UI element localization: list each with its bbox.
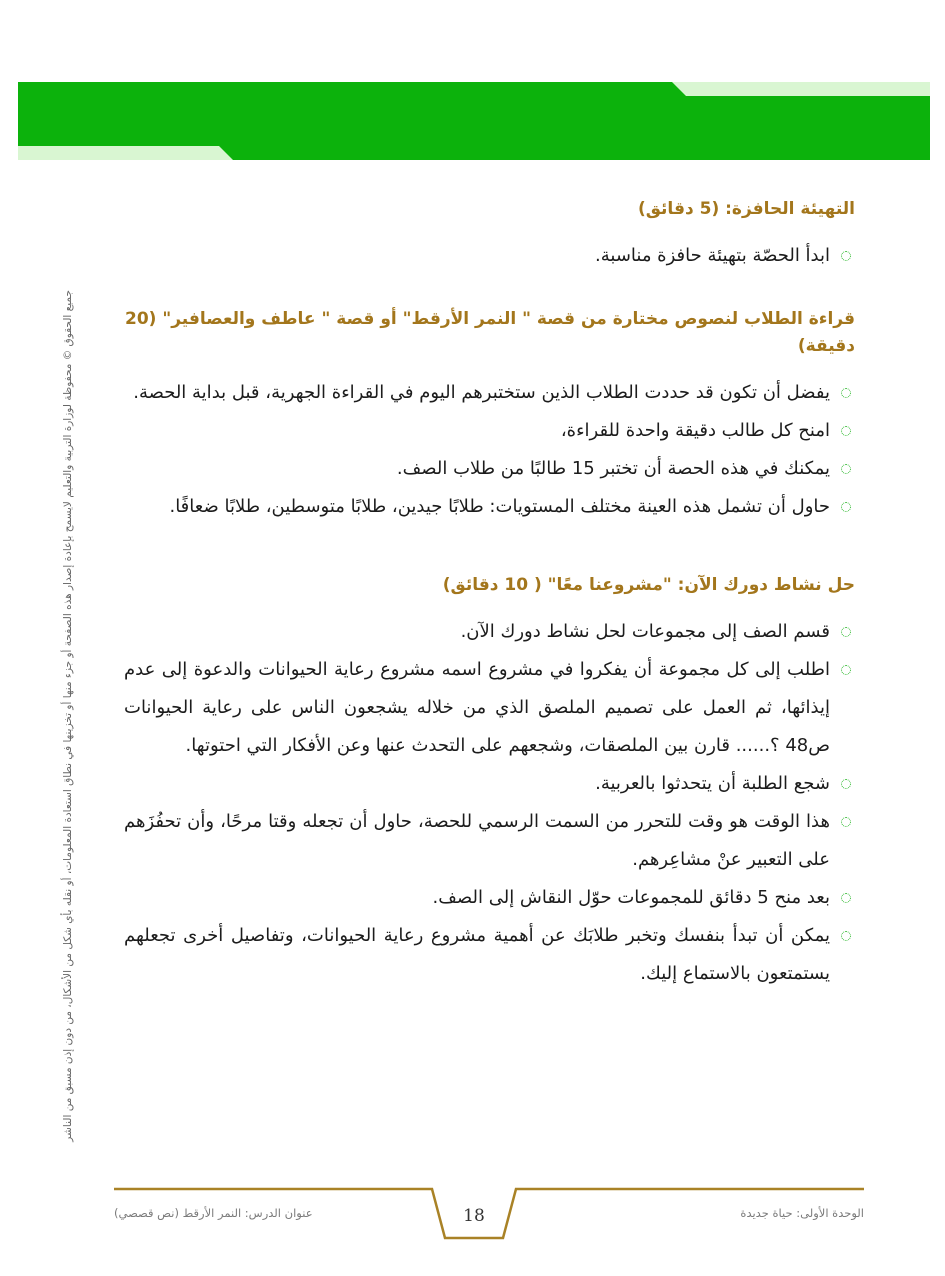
section-reading: [124, 306, 855, 526]
bullet-item: [124, 450, 855, 488]
bullet-circle-icon: [841, 817, 851, 827]
bullet-circle-icon: [841, 665, 851, 675]
bullet-list: [124, 613, 855, 993]
footer-unit-title: الوحدة الأولى: حياة جديدة: [740, 1206, 864, 1220]
bullet-text: هذا الوقت هو وقت للتحرر من السمت الرسمي للحصة، حاول أن تجعله وقتا مرحًا، وأن تحفُزَهم على التعبير عنْ مشاعِرهم.: [124, 811, 830, 870]
bullet-item: [124, 412, 855, 450]
bullet-item: [124, 803, 855, 879]
bullet-item: [124, 613, 855, 651]
bullet-text: ابدأ الحصّة بتهيئة حافزة مناسبة.: [595, 245, 830, 266]
bullet-circle-icon: [841, 931, 851, 941]
section-activity-heading: حل نشاط دورك الآن: "مشروعنا معًا" ( 10 دقائق): [442, 575, 855, 595]
bullet-circle-icon: [841, 627, 851, 637]
bullet-item: [124, 879, 855, 917]
bullet-item: [124, 765, 855, 803]
bullet-text: قسم الصف إلى مجموعات لحل نشاط دورك الآن.: [460, 621, 830, 642]
bullet-circle-icon: [841, 502, 851, 512]
page-number: 18: [463, 1206, 485, 1226]
bullet-circle-icon: [841, 426, 851, 436]
bullet-circle-icon: [841, 779, 851, 789]
footer-lesson-title: عنوان الدرس: النمر الأرقط (نص قصصي): [114, 1206, 313, 1220]
bullet-text: شجع الطلبة أن يتحدثوا بالعربية.: [595, 773, 830, 794]
bullet-circle-icon: [841, 893, 851, 903]
bullet-item: [124, 488, 855, 526]
section-warmup-heading: التهيئة الحافزة: (5 دقائق): [637, 199, 855, 219]
bullet-text: اطلب إلى كل مجموعة أن يفكروا في مشروع اسمه مشروع رعاية الحيوانات والدعوة إلى عدم إيذائها، ثم العمل على تصميم الملصق الذي من خلاله يشجعون الناس على رعاية الحيوانات ص48 ؟...... قارن بين الملصقات، وشجعهم على التحدث عنها وعن الأفكار التي احتوتها.: [124, 659, 830, 756]
header-accent-bottom-left: [18, 146, 233, 160]
bullet-list: [124, 374, 855, 526]
bullet-text: يمكن أن تبدأ بنفسك وتخبر طلابَك عن أهمية مشروع رعاية الحيوانات، وتفاصيل أخرى تجعلهم يستمتعون بالاستماع إليك.: [124, 925, 830, 984]
bullet-circle-icon: [841, 464, 851, 474]
bullet-text: حاول أن تشمل هذه العينة مختلف المستويات: طلابًا جيدين، طلابًا متوسطين، طلابًا ضعافًا.: [169, 496, 830, 517]
section-warmup: [124, 196, 855, 275]
bullet-list: [124, 237, 855, 275]
bullet-text: يمكنك في هذه الحصة أن تختبر 15 طالبًا من طلاب الصف.: [396, 458, 830, 479]
section-activity: [124, 572, 855, 993]
header-accent-top-right: [672, 82, 930, 96]
bullet-text: يفضل أن تكون قد حددت الطلاب الذين ستختبرهم اليوم في القراءة الجهرية، قبل بداية الحصة.: [133, 382, 830, 403]
bullet-item: [124, 374, 855, 412]
header-band: [18, 82, 930, 160]
bullet-text: امنح كل طالب دقيقة واحدة للقراءة،: [560, 420, 830, 441]
bullet-circle-icon: [841, 388, 851, 398]
bullet-text: بعد منح 5 دقائق للمجموعات حوّل النقاش إلى الصف.: [432, 887, 830, 908]
bullet-item: [124, 237, 855, 275]
bullet-circle-icon: [841, 251, 851, 261]
bullet-item: [124, 651, 855, 765]
bullet-item: [124, 917, 855, 993]
section-reading-heading: قراءة الطلاب لنصوص مختارة من قصة " النمر الأرقط" أو قصة " عاطف والعصافير" (20 دقيقة): [124, 309, 855, 356]
copyright-vertical-text: جميع الحقوق © محفوظة لوزارة التربية والتعليم لايسمح بإعادة إصدار هذه الصفحة أو جزء منها أو تخزينها في نطاق استعادة المعلومات، أو نقله بأي شكل من الأشكال، من دون إذن مسبق من الناشر: [62, 290, 74, 1142]
